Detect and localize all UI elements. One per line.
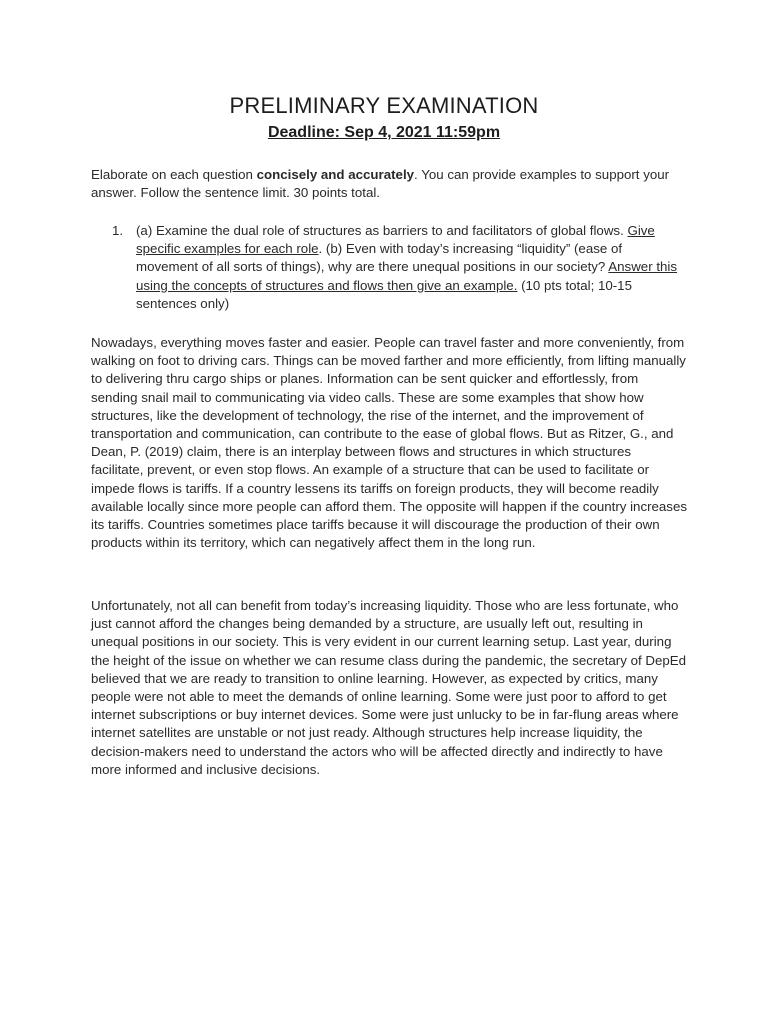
instructions-paragraph	[91, 166, 687, 202]
question-list-item	[112, 222, 682, 313]
instructions-emphasis: concisely and accurately	[256, 167, 415, 182]
question-number: 1.	[112, 223, 124, 238]
question-segment-4-underlined: Answer this using the concepts of structures and flows then give an example.	[136, 259, 678, 293]
question-segment-5: (10 pts total; 10-15 sentences only)	[136, 277, 632, 311]
question-segment-2-underlined: Give specific examples for each role	[136, 223, 655, 257]
question-text	[136, 222, 682, 313]
instructions-text-part1: Elaborate on each question	[91, 167, 257, 182]
deadline-subtitle: Deadline: Sep 4, 2021 11:59pm	[267, 124, 501, 141]
instructions-text-part2: . You can provide examples to support your answer. Follow the sentence limit. 30 points total.	[91, 167, 670, 201]
answer-paragraph-2: Unfortunately, not all can benefit from today’s increasing liquidity. Those who are less fortunate, who just cannot afford the changes being demanded by a structure, are usually left out, resulting in unequal positions in our society. This is very evident in our current learning setup. Last year, during the height of the issue on whether we can resume class during the pandemic, the secretary of DepEd believed that we are ready to transition to online learning. However, as expected by critics, many people were not able to meet the demands of online learning. Some were just poor to afford to get internet subscriptions or buy internet devices. Some were just unlucky to be in far-flung areas where internet satellites are unstable or not just ready. Although structures help increase liquidity, the decision-makers need to understand the actors who will be affected directly and indirectly to have more informed and inclusive decisions.	[91, 598, 687, 777]
page-title: PRELIMINARY EXAMINATION	[229, 93, 539, 118]
question-segment-1: (a) Examine the dual role of structures as barriers to and facilitators of global flows.	[136, 223, 628, 238]
question-segment-3: . (b) Even with today’s increasing “liquidity” (ease of movement of all sorts of things), why are there unequal positions in our society?	[136, 241, 623, 275]
answer-paragraph-1: Nowadays, everything moves faster and easier. People can travel faster and more conveniently, from walking on foot to driving cars. Things can be moved farther and more efficiently, from lifting manually to delivering thru cargo ships or planes. Information can be sent quicker and effortlessly, from sending snail mail to communicating via video calls. These are some examples that show how structures, like the development of technology, the rise of the internet, and the improvement of transportation and communication, can contribute to the ease of global flows. But as Ritzer, G., and Dean, P. (2019) claim, there is an interplay between flows and structures in which structures facilitate, prevent, or even stop flows. An example of a structure that can be used to facilitate or impede flows is tariffs. If a country lessens its tariffs on foreign products, they will become readily available locally since more people can afford them. The opposite will happen if the country increases its tariffs. Countries sometimes place tariffs because it will discourage the production of their own products within its territory, which can negatively affect them in the long run.	[91, 335, 687, 551]
